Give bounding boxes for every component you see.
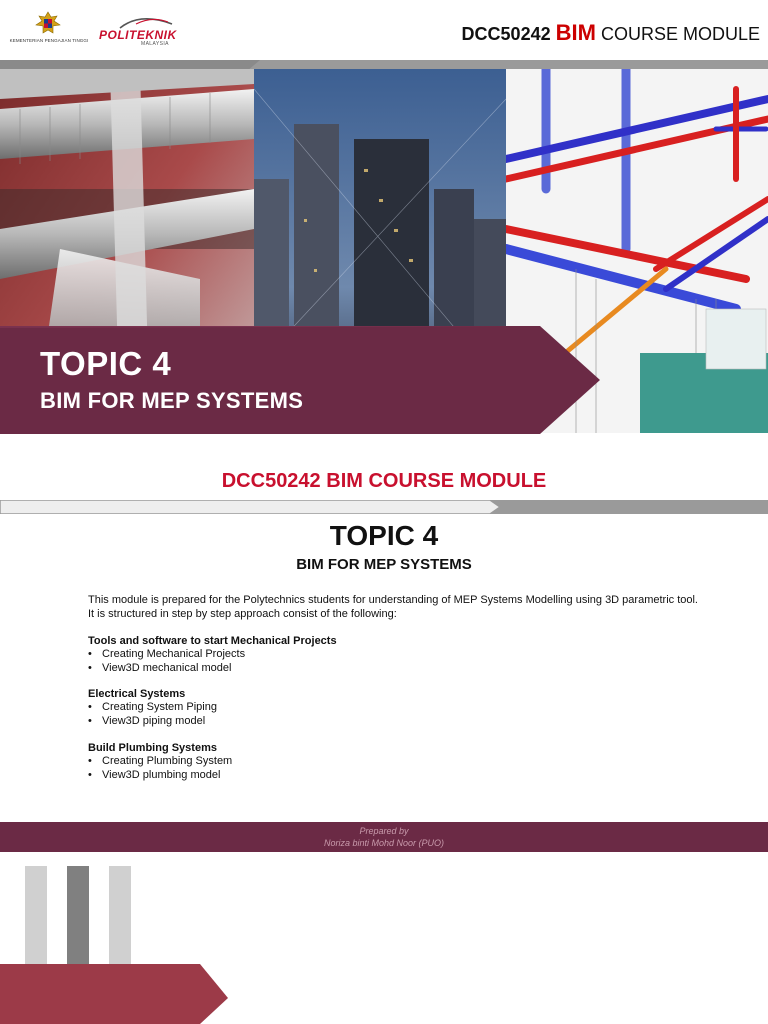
group-list-mechanical <box>88 648 245 675</box>
politeknik-wordmark: POLITEKNIK <box>99 28 177 42</box>
section-course-rest: BIM COURSE MODULE <box>326 470 547 492</box>
malaysia-crest-logo <box>34 11 62 35</box>
hero-topic: TOPIC 4 <box>40 345 172 382</box>
group-heading-plumbing: Build Plumbing Systems <box>88 742 217 754</box>
section-subtitle: BIM FOR MEP SYSTEMS <box>296 556 472 573</box>
list-item: • View3D plumbing model <box>88 769 232 783</box>
ministry-label: KEMENTERIAN PENGAJIAN TINGGI <box>9 38 89 43</box>
section-rule <box>0 500 768 514</box>
list-item: • Creating System Piping <box>88 701 217 715</box>
intro-paragraph: This module is prepared for the Polytechnics students for understanding of MEP Systems Modelling using 3D parametric tool. It is structured in step by step approach consist of the following: <box>88 594 698 620</box>
list-item: • Creating Plumbing System <box>88 755 232 769</box>
section-course-code: DCC50242 <box>221 470 321 492</box>
hero-subtitle: BIM FOR MEP SYSTEMS <box>40 388 304 413</box>
group-list-electrical <box>88 701 217 728</box>
prepared-by-label: Prepared by <box>359 826 409 836</box>
section-topic: TOPIC 4 <box>329 520 439 551</box>
group-list-plumbing <box>88 755 232 782</box>
course-title <box>462 20 760 46</box>
list-item: • Creating Mechanical Projects <box>88 648 245 662</box>
section-course-title <box>0 470 768 493</box>
group-heading-mechanical: Tools and software to start Mechanical Projects <box>88 635 337 647</box>
course-bim: BIM <box>555 20 596 45</box>
politeknik-sub: MALAYSIA <box>141 41 169 47</box>
course-module-label: COURSE MODULE <box>600 24 760 44</box>
author-name: Noriza binti Mohd Noor (PUO) <box>323 838 445 848</box>
footer-decoration <box>0 852 240 1024</box>
list-item: • View3D piping model <box>88 715 217 729</box>
group-heading-electrical: Electrical Systems <box>88 688 186 700</box>
list-item: • View3D mechanical model <box>88 662 245 676</box>
course-code: DCC50242 <box>461 24 551 44</box>
